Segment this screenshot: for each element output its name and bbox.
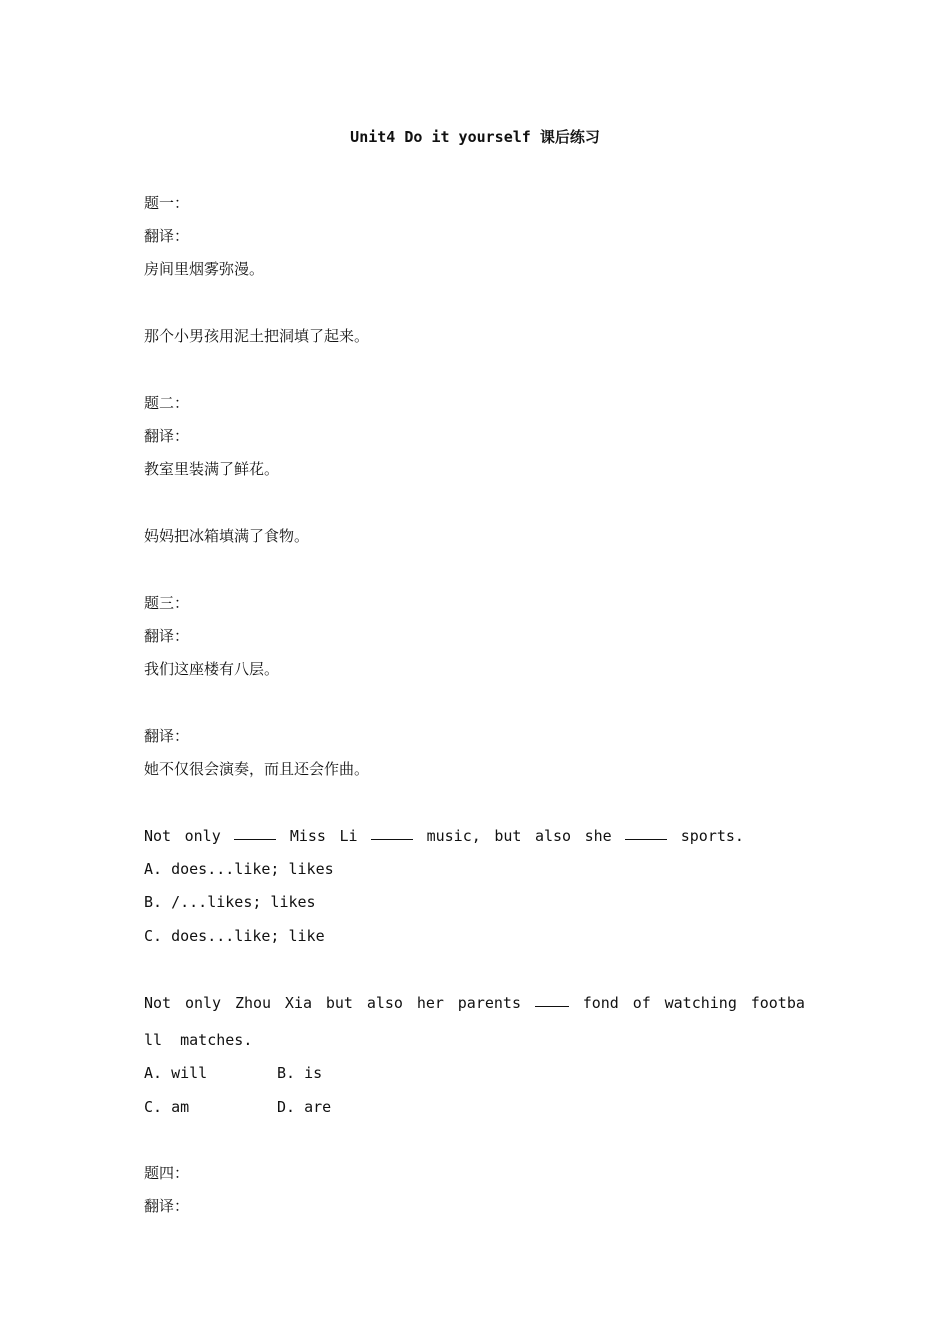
mc2-option-c: C. am: [144, 1098, 190, 1116]
q3-sentence-2: 她不仅很会演奏，而且还会作曲。: [144, 760, 370, 778]
q1-translate-label: 翻译：: [144, 227, 190, 245]
q1-sentence-1: 房间里烟雾弥漫。: [144, 260, 265, 278]
mc1-word: Miss: [289, 827, 326, 845]
q4-translate-label: 翻译：: [144, 1197, 190, 1215]
mc1-option-a: A. does...like; likes: [144, 860, 334, 878]
q2-sentence-1: 教室里装满了鲜花。: [144, 460, 280, 478]
mc2-option-d: D. are: [277, 1098, 332, 1116]
document-title: Unit4 Do it yourself 课后练习: [350, 128, 600, 146]
q3-heading: 题三：: [144, 594, 190, 612]
mc2-word: her: [416, 994, 444, 1012]
mc1-word: she: [584, 827, 612, 845]
q2-translate-label: 翻译：: [144, 427, 190, 445]
q2-heading: 题二：: [144, 394, 190, 412]
mc2-option-b: B. is: [277, 1064, 323, 1082]
mc2-word: parents: [457, 994, 521, 1012]
mc2-word: also: [366, 994, 403, 1012]
q3-translate-label-2: 翻译：: [144, 727, 190, 745]
mc2-blank: [535, 992, 569, 1007]
mc1-word: music,: [426, 827, 481, 845]
mc1-option-b: B. /...likes; likes: [144, 893, 316, 911]
mc1-blank-2: [371, 825, 413, 840]
q1-sentence-2: 那个小男孩用泥土把洞填了起来。: [144, 327, 370, 345]
mc1-option-c: C. does...like; like: [144, 927, 325, 945]
mc2-word: fond: [582, 994, 619, 1012]
mc1-question: [144, 825, 744, 847]
mc2-word: footba: [750, 994, 805, 1012]
mc2-word: only: [184, 994, 222, 1012]
mc1-word: Li: [339, 827, 358, 845]
mc2-word: Xia: [284, 994, 313, 1012]
q1-heading: 题一：: [144, 194, 190, 212]
mc2-word: watching: [664, 994, 737, 1012]
q3-translate-label-1: 翻译：: [144, 627, 190, 645]
mc2-option-a: A. will: [144, 1064, 208, 1082]
q3-sentence-1: 我们这座楼有八层。: [144, 660, 280, 678]
mc1-word: but: [494, 827, 522, 845]
mc1-blank-1: [234, 825, 276, 840]
mc1-word: only: [184, 827, 221, 845]
q4-heading: 题四：: [144, 1164, 190, 1182]
mc2-word: of: [632, 994, 651, 1012]
mc2-word: but: [325, 994, 353, 1012]
mc1-word: Not: [144, 827, 172, 845]
mc1-blank-3: [625, 825, 667, 840]
mc2-word: Zhou: [234, 994, 272, 1012]
mc2-question-continued: ll matches.: [144, 1031, 253, 1049]
mc2-word: Not: [144, 994, 172, 1012]
mc2-question: [144, 992, 805, 1014]
q2-sentence-2: 妈妈把冰箱填满了食物。: [144, 527, 310, 545]
mc1-word: also: [534, 827, 572, 845]
mc1-word: sports.: [680, 827, 744, 845]
